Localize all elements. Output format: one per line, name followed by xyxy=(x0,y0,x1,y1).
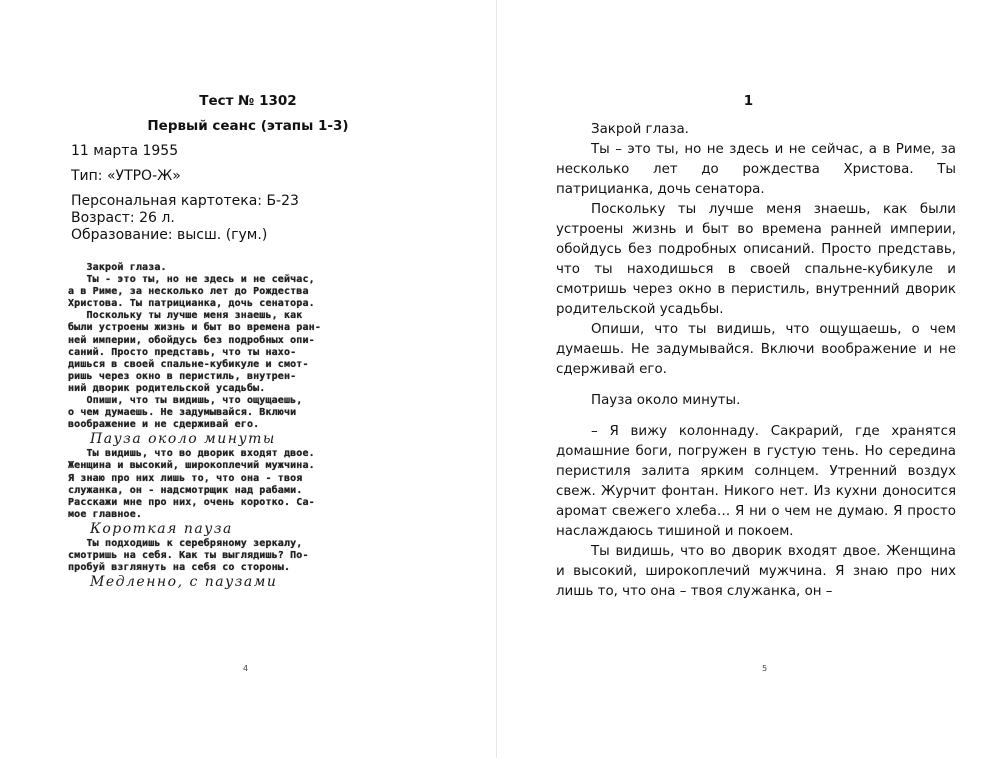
scan-line: Ты - это ты, но не здесь и не сейчас, xyxy=(68,274,315,286)
right-page xyxy=(497,0,1000,758)
left-page xyxy=(0,0,496,758)
test-title: Тест № 1302 xyxy=(199,93,297,109)
scan-line: Женщина и высокий, широкоплечий мужчина. xyxy=(68,460,315,472)
typewritten-scan xyxy=(68,262,428,622)
page-number: 5 xyxy=(762,664,768,673)
scan-line: а в Риме, за несколько лет до Рождества xyxy=(68,286,309,298)
scan-line: о чем думаешь. Не задумывайся. Включи xyxy=(68,407,297,419)
subject-education: Образование: высш. (гум.) xyxy=(71,227,268,243)
scan-line: Ты видишь, что во дворик входят двое. xyxy=(68,448,315,460)
paragraph: Ты видишь, что во дворик входят двое. Женщина и высокий, широкоплечий мужчина. Я знаю про них лишь то, что она – твоя служанка, он – xyxy=(556,544,956,599)
chapter-number: 1 xyxy=(743,93,754,109)
session-subtitle: Первый сеанс (этапы 1-3) xyxy=(147,118,349,134)
scan-line: Расскажи мне про них, очень коротко. Са- xyxy=(68,496,315,508)
paragraph: – Я вижу колоннаду. Сакрарий, где хранятся домашние боги, погружен в густую тень. Но середина перистиля залита ярким солнцем. Утренний воздух свеж. Журчит фонтан. Никого нет. Из кухни доносится аромат свежего хлеба… Я ни о чем не думаю. Я просто наслаждаюсь тишиной и покоем. xyxy=(556,424,956,539)
scan-line: смотришь на себя. Как ты выглядишь? По- xyxy=(68,549,309,561)
scan-line: Христова. Ты патрицианка, дочь сенатора. xyxy=(68,298,315,310)
handwritten-note: Пауза около минуты xyxy=(90,431,276,448)
scan-line: воображение и не сдерживай его. xyxy=(68,419,260,431)
scan-line: мое главное. xyxy=(68,508,143,520)
scan-line: ней империи, обойдусь без подробных опи- xyxy=(68,334,315,346)
page-body xyxy=(556,120,956,602)
scan-line: дишься в своей спальне-кубикуле и смот- xyxy=(68,358,309,370)
scan-line: ний дворик родительской усадьбы. xyxy=(68,382,266,394)
scan-line: саний. Просто представь, что ты нахо- xyxy=(68,346,297,358)
subject-age: Возраст: 26 л. xyxy=(71,210,175,226)
scan-line: служанка, он - надсмотрщик над рабами. xyxy=(68,484,303,496)
paragraph: Ты – это ты, но не здесь и не сейчас, а в Риме, за несколько лет до рождества Христова. Ты патрицианка, дочь сенатора. xyxy=(556,142,956,197)
scan-line: были устроены жизнь и быт во времена ран- xyxy=(68,322,321,334)
page-number: 4 xyxy=(243,664,249,673)
scan-line: ришь через окно в перистиль, внутрен- xyxy=(68,370,297,382)
test-type: Тип: «УТРО-Ж» xyxy=(71,168,181,184)
pause-note: Пауза около минуты. xyxy=(591,393,741,408)
scan-line: Ты подходишь к серебряному зеркалу, xyxy=(68,537,303,549)
scan-line: Я знаю про них лишь то, что она - твоя xyxy=(68,472,303,484)
personal-card: Персональная картотека: Б-23 xyxy=(71,193,299,209)
paragraph: Закрой глаза. xyxy=(591,122,689,137)
test-date: 11 марта 1955 xyxy=(71,143,179,159)
scan-line: пробуй взглянуть на себя со стороны. xyxy=(68,562,291,574)
paragraph: Опиши, что ты видишь, что ощущаешь, о чем думаешь. Не задумывайся. Включи воображение и не сдерживай его. xyxy=(556,322,956,377)
paragraph: Поскольку ты лучше меня знаешь, как были устроены жизнь и быт во времена ранней империи, обойдусь без подробных описаний. Просто представь, что ты находишься в своей спальне-кубикуле и смотришь через окно в перистиль, внутренний дворик родительской усадьбы. xyxy=(556,202,956,317)
scan-line: Поскольку ты лучше меня знаешь, как xyxy=(68,310,303,322)
scan-line: Закрой глаза. xyxy=(68,262,167,273)
handwritten-note: Короткая пауза xyxy=(90,520,233,537)
scan-line: Опиши, что ты видишь, что ощущаешь, xyxy=(68,395,303,407)
handwritten-note: Медленно, с паузами xyxy=(90,574,278,591)
